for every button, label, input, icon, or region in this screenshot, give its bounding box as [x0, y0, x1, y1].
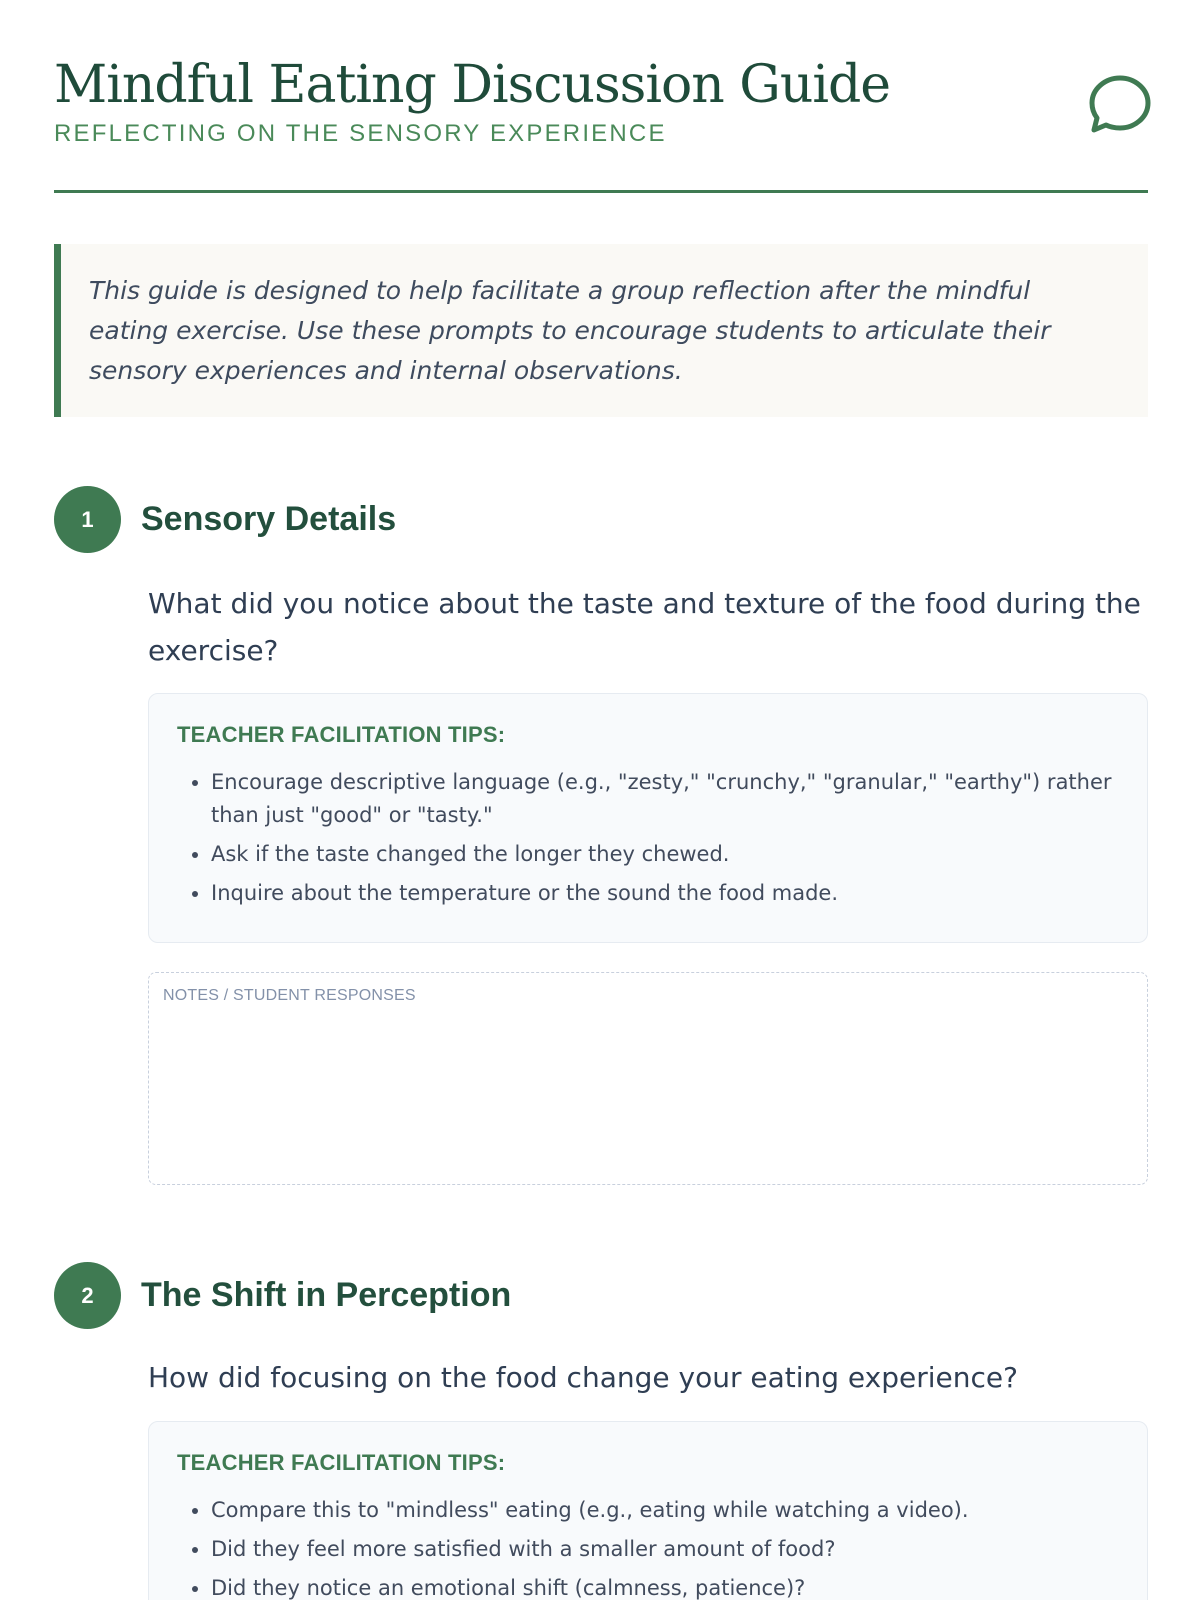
tip-item: • Did they feel more satisfied with a smaller amount of food? [211, 1533, 1115, 1566]
tip-item: • Inquire about the temperature or the sound the food made. [211, 877, 1115, 910]
discussion-question: What did you notice about the taste and texture of the food during the exercise? [148, 587, 1141, 667]
section-sensory-details [54, 486, 1148, 1186]
intro-callout [54, 244, 1148, 417]
teacher-tips-box [148, 1421, 1148, 1600]
section-number-badge: 2 [54, 1262, 121, 1329]
chat-bubble-icon [1088, 72, 1152, 136]
tips-list [177, 1494, 1115, 1600]
tip-item: • Ask if the taste changed the longer they chewed. [211, 838, 1115, 871]
section-title: The Shift in Perception [141, 1276, 512, 1314]
page-subtitle: REFLECTING ON THE SENSORY EXPERIENCE [54, 120, 667, 147]
section-title: Sensory Details [141, 500, 397, 538]
section-shift-in-perception [54, 1262, 1148, 1600]
tip-item: • Did they notice an emotional shift (calmness, patience)? [211, 1572, 1115, 1600]
discussion-question: How did focusing on the food change your eating experience? [148, 1361, 1018, 1394]
tips-list [177, 766, 1115, 910]
teacher-tips-box [148, 693, 1148, 943]
tip-item: • Compare this to "mindless" eating (e.g., eating while watching a video). [211, 1494, 1115, 1527]
tip-item: • Encourage descriptive language (e.g., "zesty," "crunchy," "granular," "earthy") rather than just "good" or "tasty." [211, 766, 1115, 832]
page-header [54, 52, 1148, 193]
intro-text: This guide is designed to help facilitate a group reflection after the mindful eating exercise. Use these prompts to encourage students to articulate their sensory experiences and internal observations. [89, 276, 1051, 385]
tips-heading: TEACHER FACILITATION TIPS: [177, 722, 506, 747]
notes-label: NOTES / STUDENT RESPONSES [163, 987, 416, 1004]
page-title: Mindful Eating Discussion Guide [54, 55, 891, 115]
tips-heading: TEACHER FACILITATION TIPS: [177, 1450, 506, 1475]
section-number-badge: 1 [54, 486, 121, 553]
notes-response-area[interactable] [148, 972, 1148, 1185]
